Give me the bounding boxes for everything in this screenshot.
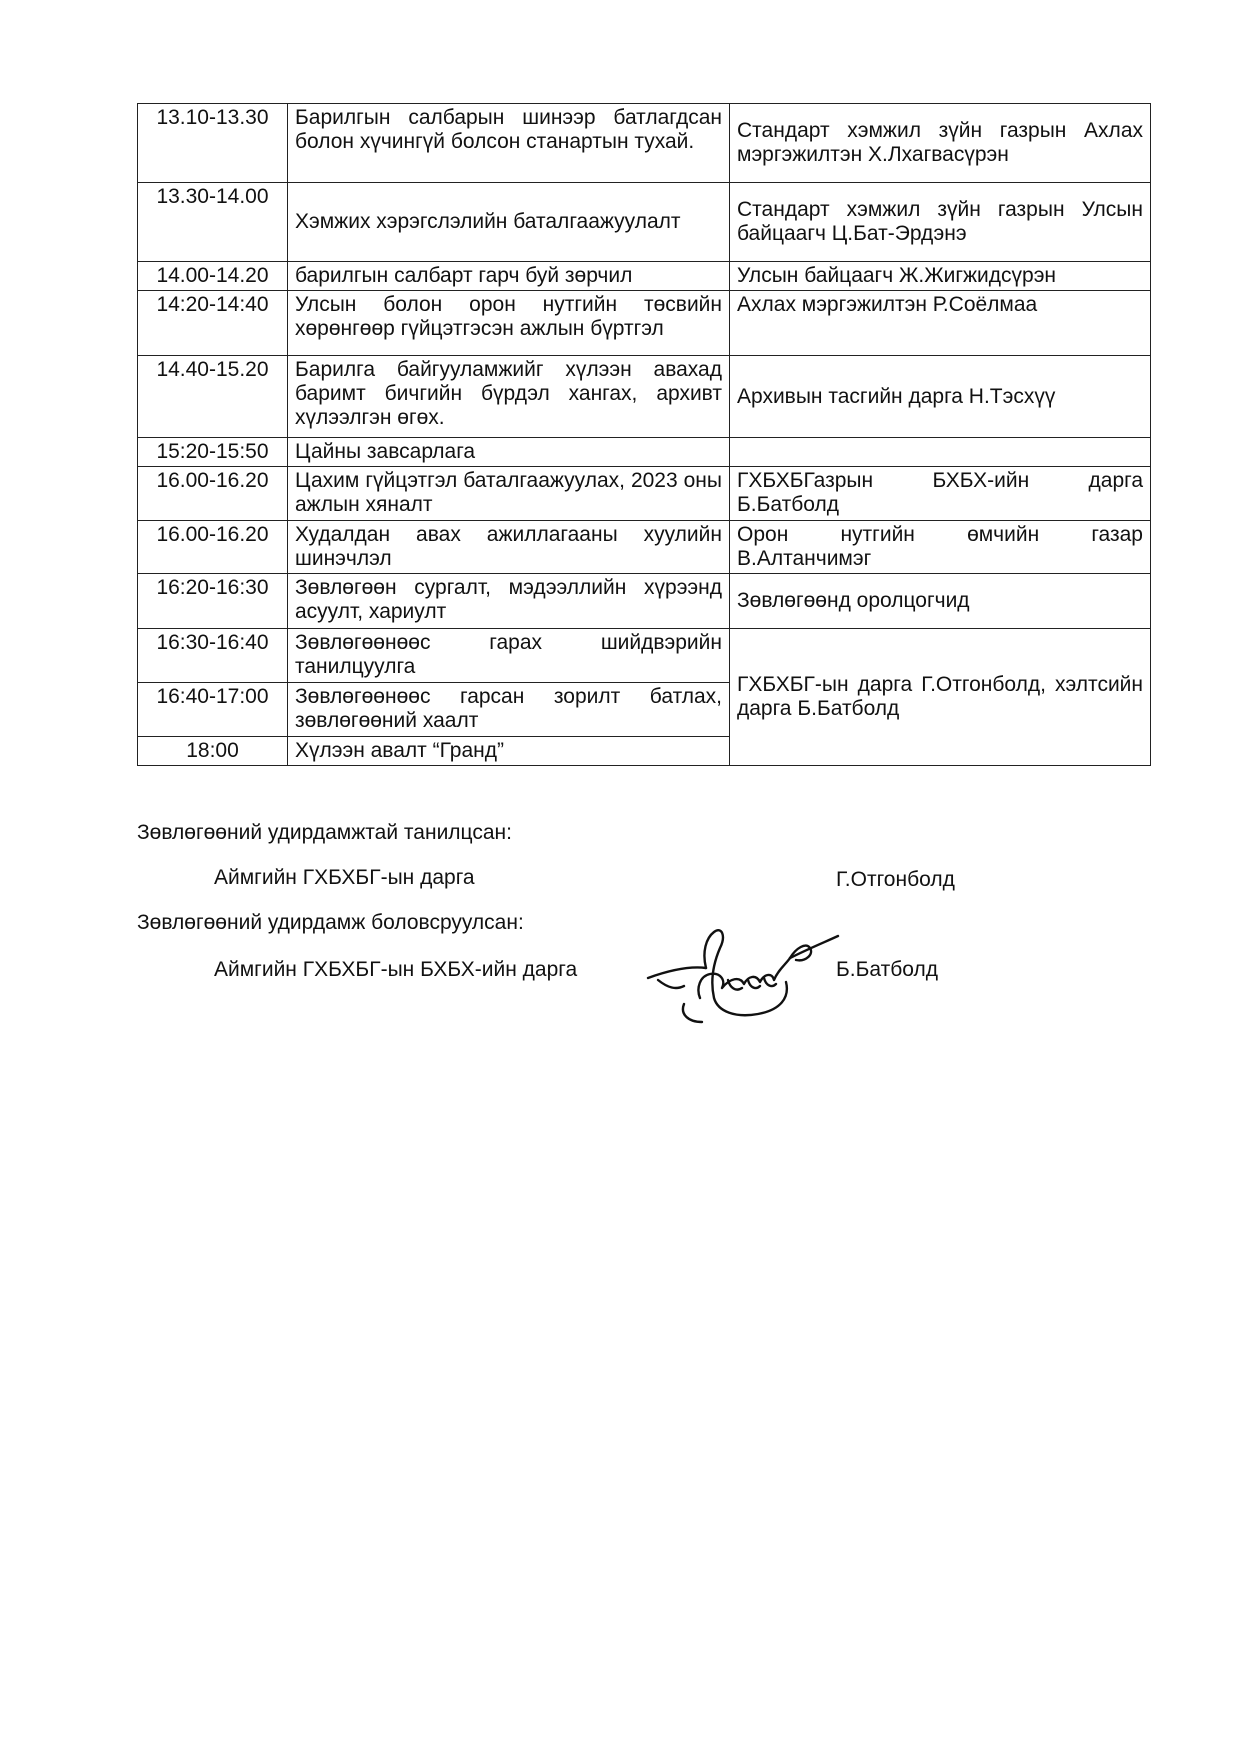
speaker-cell: ГХБХБГазрын БХБХ-ийн дарга Б.Батболд (730, 467, 1151, 521)
topic-cell: Цахим гүйцэтгэл баталгаажуулах, 2023 оны ажлын хяналт (288, 467, 730, 521)
speaker-cell: Ахлах мэргэжилтэн Р.Соёлмаа (730, 291, 1151, 356)
signature-icon (640, 918, 840, 1028)
time-cell: 16.00-16.20 (138, 467, 288, 521)
table-row (138, 574, 1151, 629)
topic-cell: Барилга байгууламжийг хүлээн авахад баримт бичгийн бүрдэл хангах, архивт хүлээлгэн өгөх. (288, 356, 730, 438)
table-row (138, 262, 1151, 291)
acquainted-position: Аймгийн ГХБХБГ-ын дарга (214, 866, 475, 889)
table-row (138, 356, 1151, 438)
table-row (138, 183, 1151, 262)
time-cell: 18:00 (138, 737, 288, 766)
time-cell: 14:20-14:40 (138, 291, 288, 356)
topic-cell: Барилгын салбарын шинээр батлагдсан болон хүчингүй болсон станартын тухай. (288, 104, 730, 183)
speaker-cell: Стандарт хэмжил зүйн газрын Улсын байцаагч Ц.Бат-Эрдэнэ (730, 183, 1151, 262)
topic-cell: Зөвлөгөөн сургалт, мэдээллийн хүрээнд асуулт, хариулт (288, 574, 730, 629)
time-cell: 13.30-14.00 (138, 183, 288, 262)
time-cell: 16:20-16:30 (138, 574, 288, 629)
time-cell: 16:30-16:40 (138, 629, 288, 683)
speaker-cell: Архивын тасгийн дарга Н.Тэсхүү (730, 356, 1151, 438)
speaker-cell: Стандарт хэмжил зүйн газрын Ахлах мэргэжилтэн Х.Лхагвасүрэн (730, 104, 1151, 183)
topic-cell: Худалдан авах ажиллагааны хуулийн шинэчлэл (288, 521, 730, 574)
acquainted-name: Г.Отгонболд (836, 868, 955, 891)
topic-cell: Зөвлөгөөнөөс гарах шийдвэрийн танилцуулга (288, 629, 730, 683)
table-row (138, 467, 1151, 521)
time-cell: 16.00-16.20 (138, 521, 288, 574)
prepared-label: Зөвлөгөөний удирдамж боловсруулсан: (137, 911, 524, 934)
topic-cell: Хүлээн авалт “Гранд” (288, 737, 730, 766)
time-cell: 14.00-14.20 (138, 262, 288, 291)
prepared-position: Аймгийн ГХБХБГ-ын БХБХ-ийн дарга (214, 958, 578, 981)
time-cell: 15:20-15:50 (138, 438, 288, 467)
time-cell: 13.10-13.30 (138, 104, 288, 183)
table-row (138, 438, 1151, 467)
table-row (138, 104, 1151, 183)
topic-cell: барилгын салбарт гарч буй зөрчил (288, 262, 730, 291)
table-row (138, 521, 1151, 574)
speaker-cell: Зөвлөгөөнд оролцогчид (730, 574, 1151, 629)
agenda-table (137, 103, 1151, 766)
time-cell: 16:40-17:00 (138, 683, 288, 737)
speaker-cell: Улсын байцаагч Ж.Жигжидсүрэн (730, 262, 1151, 291)
topic-cell: Хэмжих хэрэгслэлийн баталгаажуулалт (288, 183, 730, 262)
speaker-cell (730, 438, 1151, 467)
speaker-cell: ГХБХБГ-ын дарга Г.Отгонболд, хэлтсийн дарга Б.Батболд (730, 629, 1151, 766)
time-cell: 14.40-15.20 (138, 356, 288, 438)
topic-cell: Улсын болон орон нутгийн төсвийн хөрөнгөөр гүйцэтгэсэн ажлын бүртгэл (288, 291, 730, 356)
table-row (138, 291, 1151, 356)
topic-cell: Зөвлөгөөнөөс гарсан зорилт батлах, зөвлөгөөний хаалт (288, 683, 730, 737)
table-row (138, 629, 1151, 683)
prepared-name: Б.Батболд (836, 958, 938, 981)
topic-cell: Цайны завсарлага (288, 438, 730, 467)
speaker-cell: Орон нутгийн өмчийн газар В.Алтанчимэг (730, 521, 1151, 574)
acquainted-label: Зөвлөгөөний удирдамжтай танилцсан: (137, 821, 512, 844)
